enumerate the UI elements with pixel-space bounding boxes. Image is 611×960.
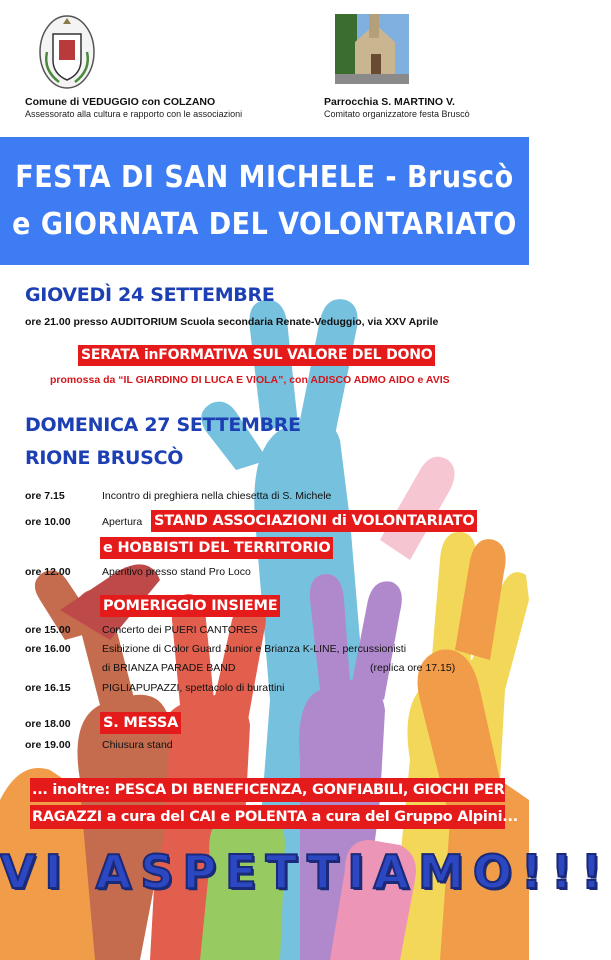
schedule-activity: Chiusura stand bbox=[102, 739, 173, 751]
hobbyists-highlight: e HOBBISTI DEL TERRITORIO bbox=[100, 537, 333, 559]
event2-location-title: RIONE BRUSCÒ bbox=[25, 447, 184, 469]
schedule-activity: PIGLIAPUPAZZI, spettacolo di burattini bbox=[102, 682, 285, 694]
schedule-activity: Concerto dei PUERI CANTORES bbox=[102, 624, 258, 636]
event1-date-title: GIOVEDÌ 24 SETTEMBRE bbox=[25, 284, 275, 306]
schedule-time: ore 12.00 bbox=[25, 566, 71, 578]
event1-info: ore 21.00 presso AUDITORIUM Scuola secondaria Renate-Veduggio, via XXV Aprile bbox=[25, 316, 439, 328]
stand-associations-highlight: STAND ASSOCIAZIONI di VOLONTARIATO bbox=[151, 510, 477, 532]
municipal-crest-icon bbox=[37, 12, 97, 92]
event1-promo: promossa da “IL GIARDINO DI LUCA E VIOLA”, con ADISCO ADMO AIDO e AVIS bbox=[50, 374, 450, 386]
left-organization-name: Comune di VEDUGGIO con COLZANO bbox=[25, 96, 216, 108]
schedule-time: ore 10.00 bbox=[25, 516, 71, 528]
event2-date-title: DOMENICA 27 SETTEMBRE bbox=[25, 414, 301, 436]
schedule-time: ore 7.15 bbox=[25, 490, 65, 502]
right-organization-subtitle: Comitato organizzatore festa Bruscò bbox=[324, 109, 470, 119]
schedule-activity: Aperitivo presso stand Pro Loco bbox=[102, 566, 251, 578]
mass-highlight: S. MESSA bbox=[100, 712, 181, 734]
closing-slogan: VI ASPETTIAMO!!! bbox=[0, 845, 611, 899]
schedule-activity: Incontro di preghiera nella chiesetta di S. Michele bbox=[102, 490, 332, 502]
schedule-time: ore 15.00 bbox=[25, 624, 71, 636]
schedule-time: ore 16.15 bbox=[25, 682, 71, 694]
schedule-activity-continued: di BRIANZA PARADE BAND bbox=[102, 662, 236, 674]
schedule-activity: Esibizione di Color Guard Junior e Brianza K-LINE, percussionisti bbox=[102, 643, 407, 655]
title-banner bbox=[0, 137, 529, 265]
schedule-time: ore 16.00 bbox=[25, 643, 71, 655]
afternoon-highlight: POMERIGGIO INSIEME bbox=[100, 595, 280, 617]
schedule-time: ore 18.00 bbox=[25, 718, 71, 730]
extra-activities-line1: ... inoltre: PESCA DI BENEFICENZA, GONFIABILI, GIOCHI PER bbox=[30, 778, 505, 802]
schedule-activity: Apertura bbox=[102, 516, 143, 528]
schedule-repeat-note: (replica ore 17.15) bbox=[370, 662, 456, 674]
left-organization-subtitle: Assessorato alla cultura e rapporto con le associazioni bbox=[25, 109, 243, 119]
right-organization-name: Parrocchia S. MARTINO V. bbox=[324, 96, 455, 108]
banner-title-line2: e GIORNATA DEL VOLONTARIATO bbox=[12, 207, 517, 242]
schedule-time: ore 19.00 bbox=[25, 739, 71, 751]
extra-activities-line2: RAGAZZI a cura del CAI e POLENTA a cura del Gruppo Alpini... bbox=[30, 805, 505, 829]
event1-highlight: SERATA inFORMATIVA SUL VALORE DEL DONO bbox=[78, 345, 435, 366]
church-photo-icon bbox=[335, 14, 409, 84]
banner-title-line1: FESTA DI SAN MICHELE - Bruscò bbox=[15, 160, 514, 195]
